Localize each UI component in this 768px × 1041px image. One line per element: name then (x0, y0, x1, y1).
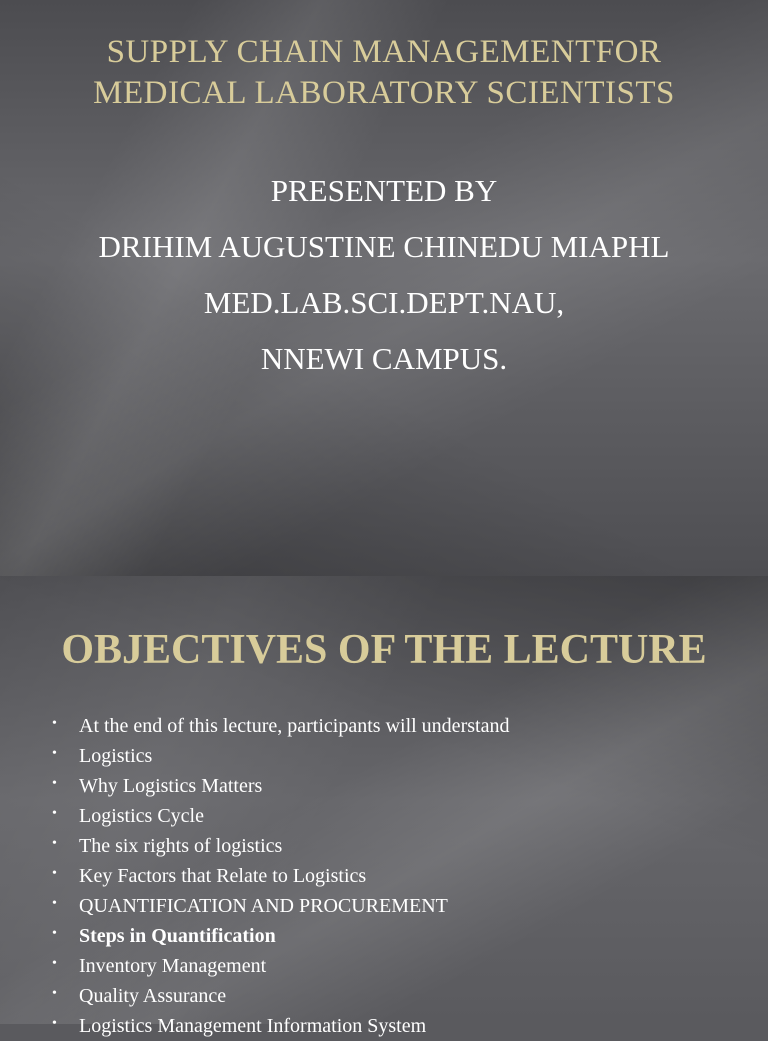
bullet-icon: • (52, 956, 57, 971)
slide-title (20, 32, 748, 114)
list-item: • Quality Assurance (52, 981, 752, 1011)
presented-by-label: PRESENTED BY (270, 173, 498, 208)
list-item: • The six rights of logistics (52, 831, 752, 861)
presenter-department: MED.LAB.SCI.DEPT.NAU, (203, 285, 565, 320)
bullet-icon: • (52, 806, 57, 821)
bullet-icon: • (52, 926, 57, 941)
presenter-campus: NNEWI CAMPUS. (260, 341, 508, 376)
list-item: • At the end of this lecture, participants will understand (52, 711, 752, 741)
slide-title: OBJECTIVES OF THE LECTURE (61, 627, 707, 673)
title-line-2: MEDICAL LABORATORY SCIENTISTS (93, 75, 675, 111)
bullet-icon: • (52, 896, 57, 911)
list-item: • Steps in Quantification (52, 921, 752, 951)
bullet-icon: • (52, 746, 57, 761)
objectives-slide (0, 576, 768, 1037)
list-item: • Inventory Management (52, 951, 752, 981)
list-item: • Logistics (52, 741, 752, 771)
bullet-icon: • (52, 776, 57, 791)
bullet-icon: • (52, 716, 57, 731)
list-item: • Why Logistics Matters (52, 771, 752, 801)
bullet-icon: • (52, 986, 57, 1001)
bullet-icon: • (52, 1016, 57, 1031)
bullet-icon: • (52, 836, 57, 851)
presenter-name: DRIHIM AUGUSTINE CHINEDU MIAPHL (98, 229, 670, 264)
list-item: • Key Factors that Relate to Logistics (52, 861, 752, 891)
list-item: • QUANTIFICATION AND PROCUREMENT (52, 891, 752, 921)
title-line-1: SUPPLY CHAIN MANAGEMENTFOR (106, 34, 662, 70)
list-item: • Logistics Cycle (52, 801, 752, 831)
objectives-list (52, 711, 752, 1041)
bullet-icon: • (52, 866, 57, 881)
list-item: • Logistics Management Information System (52, 1011, 752, 1041)
